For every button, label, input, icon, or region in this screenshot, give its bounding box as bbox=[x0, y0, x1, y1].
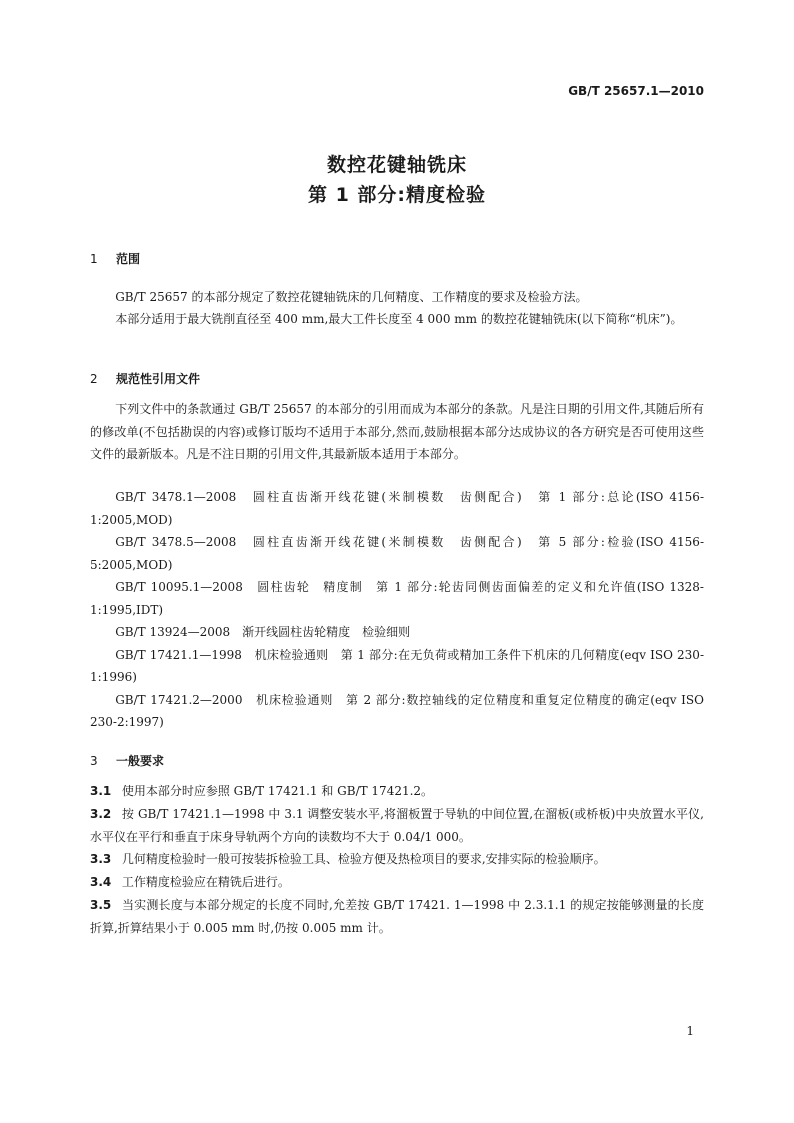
scope-paragraph-1: GB/T 25657 的本部分规定了数控花键轴铣床的几何精度、工作精度的要求及检验方法。 bbox=[115, 290, 588, 304]
document-title: 数控花键轴铣床 bbox=[326, 154, 467, 176]
clause-text: 几何精度检验时一般可按装拆检验工具、检验方便及热检项目的要求,安排实际的检验顺序。 bbox=[121, 852, 606, 866]
standard-code: GB/T 25657.1—2010 bbox=[568, 84, 704, 98]
clause-3-3 bbox=[90, 848, 704, 871]
clause-number: 3.4 bbox=[90, 875, 112, 889]
clause-3-4 bbox=[90, 871, 704, 894]
clause-number: 3.5 bbox=[90, 898, 112, 912]
section-number: 3 bbox=[90, 754, 98, 768]
reference-item: GB/T 3478.1—2008 圆柱直齿渐开线花键(米制模数 齿侧配合) 第 1 部分:总论(ISO 4156-1:2005,MOD) bbox=[90, 490, 704, 527]
scope-paragraph-2: 本部分适用于最大铣削直径至 400 mm,最大工件长度至 4 000 mm 的数控花键轴铣床(以下简称“机床”)。 bbox=[115, 312, 683, 326]
section-number: 2 bbox=[90, 372, 98, 386]
clause-number: 3.3 bbox=[90, 852, 112, 866]
reference-item: GB/T 10095.1—2008 圆柱齿轮 精度制 第 1 部分:轮齿同侧齿面偏差的定义和允许值(ISO 1328-1:1995,IDT) bbox=[90, 580, 704, 617]
clause-text: 按 GB/T 17421.1—1998 中 3.1 调整安装水平,将溜板置于导轨的中间位置,在溜板(或桥板)中央放置水平仪,水平仪在平行和垂直于床身导轨两个方向的读数均不大于 0.04/1 000。 bbox=[90, 807, 704, 844]
section-heading-general bbox=[90, 752, 164, 769]
clause-number: 3.1 bbox=[90, 784, 112, 798]
section-title: 范围 bbox=[116, 252, 141, 266]
clause-number: 3.2 bbox=[90, 807, 112, 821]
section-heading-normative bbox=[90, 370, 200, 387]
clause-text: 工作精度检验应在精铣后进行。 bbox=[121, 875, 290, 889]
section-title: 一般要求 bbox=[116, 754, 165, 768]
reference-list bbox=[90, 486, 704, 734]
section-number: 1 bbox=[90, 252, 98, 266]
clause-3-1 bbox=[90, 780, 704, 803]
reference-item: GB/T 3478.5—2008 圆柱直齿渐开线花键(米制模数 齿侧配合) 第 5 部分:检验(ISO 4156-5:2005,MOD) bbox=[90, 535, 704, 572]
section-heading-scope bbox=[90, 250, 140, 267]
clause-text: 当实测长度与本部分规定的长度不同时,允差按 GB/T 17421. 1—1998 中 2.3.1.1 的规定按能够测量的长度折算,折算结果小于 0.005 mm 时,仍按 0.005 mm 计。 bbox=[90, 898, 704, 935]
clause-text: 使用本部分时应参照 GB/T 17421.1 和 GB/T 17421.2。 bbox=[121, 784, 434, 798]
document-subtitle: 第 1 部分:精度检验 bbox=[307, 184, 487, 206]
section-title: 规范性引用文件 bbox=[116, 372, 201, 386]
reference-item: GB/T 17421.2—2000 机床检验通则 第 2 部分:数控轴线的定位精度和重复定位精度的确定(eqv ISO 230-2:1997) bbox=[90, 692, 704, 729]
normative-intro: 下列文件中的条款通过 GB/T 25657 的本部分的引用而成为本部分的条款。凡是注日期的引用文件,其随后所有的修改单(不包括勘误的内容)或修订版均不适用于本部分,然而,鼓励根据本部分达成协议的各方研究是否可使用这些文件的最新版本。凡是不注日期的引用文件,其最新版本适用于本部分。 bbox=[90, 402, 704, 461]
reference-item: GB/T 13924—2008 渐开线圆柱齿轮精度 检验细则 bbox=[115, 625, 411, 639]
reference-item: GB/T 17421.1—1998 机床检验通则 第 1 部分:在无负荷或精加工条件下机床的几何精度(eqv ISO 230-1:1996) bbox=[90, 647, 704, 684]
clause-3-5 bbox=[90, 894, 704, 939]
clause-3-2 bbox=[90, 803, 704, 848]
page-number: 1 bbox=[686, 1024, 694, 1038]
